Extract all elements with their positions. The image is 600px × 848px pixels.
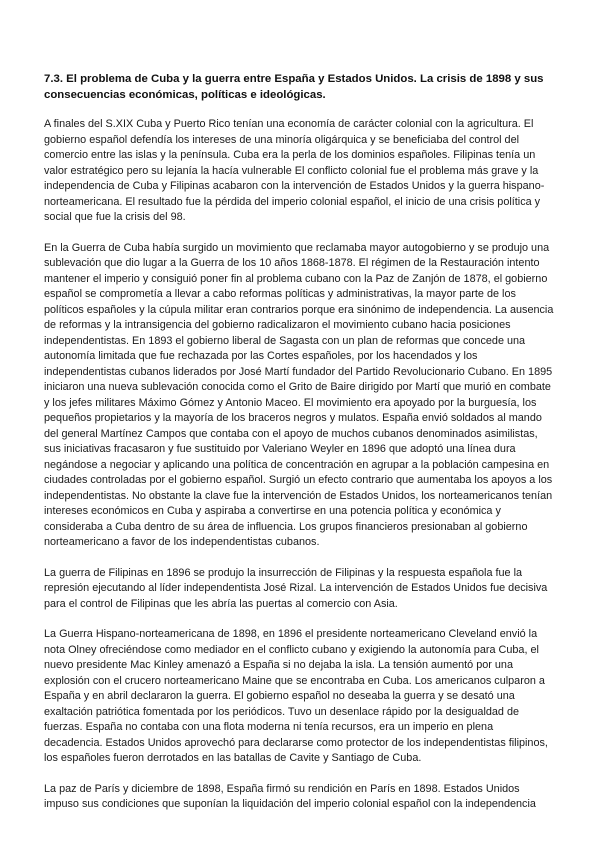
paragraph-spanish-american-war: La Guerra Hispano-norteamericana de 1898, en 1896 el presidente norteamericano Cleveland envió la nota Olney ofreciéndose como mediador en el conflicto cubano y exigiendo la autonomía para Cuba, el nuevo presidente Mac Kinley amenazó a España si no dejaba la isla. La tensión aumentó por una explosión con el crucero norteamericano Maine que se encontraba en Cuba. Los americanos culparon a España y en abril declararon la guerra. El gobierno español no deseaba la guerra y se desató una exaltación patriótica fomentada por los periódicos. Tuvo un desenlace rápido por la desigualdad de fuerzas. España no contaba con una flota moderna ni tenía recursos, era un imperio en plena decadencia. Estados Unidos aprovechó para declararse como protector de los independentistas filipinos, los españoles fueron derrotados en las batallas de Cavite y Santiago de Cuba. (44, 628, 548, 764)
paragraph-philippines-war: La guerra de Filipinas en 1896 se produjo la insurrección de Filipinas y la respuesta española fue la represión ejecutando al líder independentista José Rizal. La intervención de Estados Unidos fue decisiva para el control de Filipinas que les abría las puertas al comercio con Asia. (44, 566, 548, 610)
section-heading: 7.3. El problema de Cuba y la guerra entre España y Estados Unidos. La crisis de 1898 y sus consecuencias económicas, políticas e ideológicas. (44, 73, 544, 101)
paragraph-treaty-of-paris: La paz de París y diciembre de 1898, España firmó su rendición en París en 1898. Estados Unidos impuso sus condiciones que suponían la liquidación del imperio colonial español con la independencia (44, 782, 536, 810)
document-body (44, 71, 554, 828)
paragraph-colonial-economy: A finales del S.XIX Cuba y Puerto Rico tenían una economía de carácter colonial con la agricultura. El gobierno español defendía los intereses de una minoría oligárquica y se beneficiaba del control del comercio entre las islas y la península. Cuba era la perla de los dominios españoles. Filipinas tenía un valor estratégico pero su lejanía la hacía vulnerable El conflicto colonial fue el problema más grave y la independencia de Cuba y Filipinas acabaron con la intervención de Estados Unidos y la guerra hispano-norteamericana. El resultado fue la pérdida del imperio colonial español, el inicio de una crisis política y social que fue la crisis del 98. (44, 118, 545, 223)
paragraph-cuba-war: En la Guerra de Cuba había surgido un movimiento que reclamaba mayor autogobierno y se produjo una sublevación que dio lugar a la Guerra de los 10 años 1868-1878. El régimen de la Restauración intento mantener el imperio y consiguió poner fin al problema cubano con la Paz de Zanjón de 1878, el gobierno español se comprometía a llevar a cabo reformas políticas y administrativas, la mayor parte de los políticos españoles y la cúpula militar eran contrarios porque era sinónimo de independencia. La ausencia de reformas y la intransigencia del gobierno radicalizaron el movimiento cubano hacia posiciones independentistas. En 1893 el gobierno liberal de Sagasta con un plan de reformas que concede una autonomía limitada que fue rechazada por las Cortes españoles, por los hacendados y los independentistas cubanos liderados por José Martí fundador del Partido Revolucionario Cubano. En 1895 iniciaron una nueva sublevación conocida como el Grito de Baire dirigido por Martí que murió en combate y los jefes militares Máximo Gómez y Antonio Maceo. El movimiento era apoyado por la burguesía, los pequeños propietarios y la mayoría de los braceros negros y mulatos. España envió soldados al mando del general Martínez Campos que contaba con el apoyo de muchos cubanos denominados asimilistas, sus iniciativas fracasaron y fue sustituido por Valeriano Weyler en 1896 que adoptó una línea dura negándose a negociar y aplicando una política de concentración en agrupar a la población campesina en ciudades controladas por el gobierno español. Surgió un efecto contrario que aumentaba los apoyos a los independentistas. No obstante la clave fue la intervención de Estados Unidos, los norteamericanos tenían intereses económicos en Cuba y aspiraba a convertirse en una potencia política y económica y consideraba a Cuba dentro de su área de influencia. Los grupos financieros presionaban al gobierno norteamericano a favor de los independentistas cubanos. (44, 241, 554, 548)
